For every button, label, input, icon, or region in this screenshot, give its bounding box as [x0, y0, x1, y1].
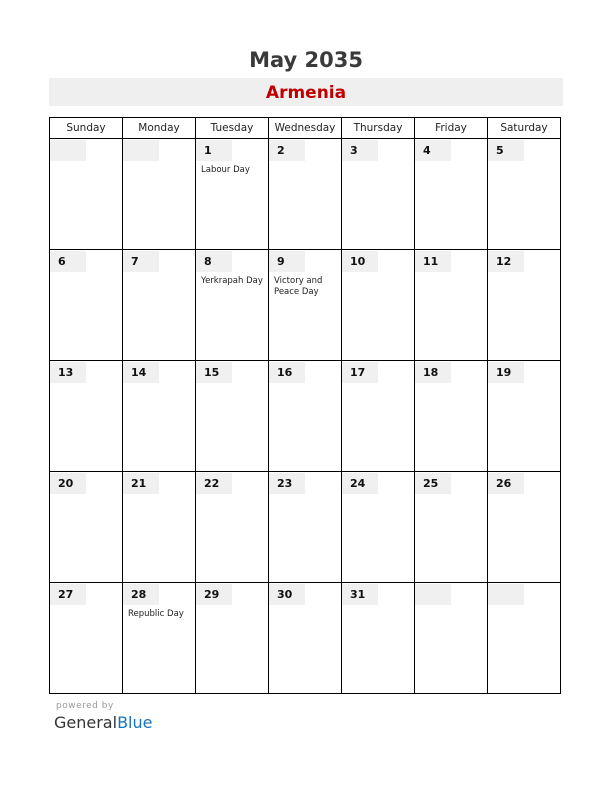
weekday-friday: Friday	[415, 118, 488, 139]
day-number: 20	[50, 473, 86, 494]
weekday-header-row	[50, 118, 561, 139]
day-cell	[415, 250, 488, 361]
day-cell	[342, 139, 415, 250]
day-cell	[196, 472, 269, 583]
country-banner	[49, 78, 563, 106]
day-number: 29	[196, 584, 232, 605]
day-number: 31	[342, 584, 378, 605]
powered-by-label: powered by	[56, 701, 114, 711]
day-cell	[196, 139, 269, 250]
day-number: 22	[196, 473, 232, 494]
empty-day-marker	[415, 584, 451, 605]
day-number: 10	[342, 251, 378, 272]
day-number: 18	[415, 362, 451, 383]
day-number: 19	[488, 362, 524, 383]
day-cell	[415, 583, 488, 694]
day-cell	[269, 139, 342, 250]
day-cell	[196, 361, 269, 472]
day-number: 3	[342, 140, 378, 161]
day-number: 15	[196, 362, 232, 383]
weekday-monday: Monday	[123, 118, 196, 139]
day-cell	[123, 361, 196, 472]
day-cell	[488, 583, 561, 694]
weekday-saturday: Saturday	[488, 118, 561, 139]
day-cell	[123, 583, 196, 694]
empty-day-marker	[123, 140, 159, 161]
day-number: 16	[269, 362, 305, 383]
week-row	[50, 361, 561, 472]
day-cell	[269, 472, 342, 583]
weekday-wednesday: Wednesday	[269, 118, 342, 139]
weekday-sunday: Sunday	[50, 118, 123, 139]
day-cell	[415, 361, 488, 472]
day-cell	[488, 472, 561, 583]
holiday-label: Republic Day	[128, 609, 184, 619]
day-number: 26	[488, 473, 524, 494]
day-cell	[488, 361, 561, 472]
day-cell	[342, 472, 415, 583]
brand-blue: Blue	[117, 713, 153, 732]
day-number: 24	[342, 473, 378, 494]
week-row	[50, 250, 561, 361]
day-cell	[123, 472, 196, 583]
day-number: 25	[415, 473, 451, 494]
day-number: 7	[123, 251, 159, 272]
day-cell	[50, 472, 123, 583]
week-row	[50, 139, 561, 250]
day-cell	[269, 583, 342, 694]
day-number: 28	[123, 584, 159, 605]
day-number: 14	[123, 362, 159, 383]
holiday-label: Victory and Peace Day	[274, 276, 323, 297]
country-name: Armenia	[265, 83, 347, 103]
day-number: 8	[196, 251, 232, 272]
day-cell	[342, 583, 415, 694]
day-cell	[196, 250, 269, 361]
brand-general: General	[54, 713, 118, 732]
day-number: 13	[50, 362, 86, 383]
day-cell	[415, 472, 488, 583]
holiday-label: Labour Day	[201, 165, 250, 175]
day-number: 27	[50, 584, 86, 605]
calendar-title: May 2035	[249, 48, 363, 72]
day-cell	[269, 361, 342, 472]
day-number: 17	[342, 362, 378, 383]
day-cell	[50, 361, 123, 472]
week-row	[50, 472, 561, 583]
empty-day-marker	[488, 584, 524, 605]
generalblue-logo	[54, 713, 152, 732]
holiday-label: Yerkrapah Day	[201, 276, 263, 286]
day-cell	[269, 250, 342, 361]
day-cell	[50, 250, 123, 361]
calendar-grid	[49, 117, 561, 694]
day-cell	[196, 583, 269, 694]
day-number: 12	[488, 251, 524, 272]
day-number: 4	[415, 140, 451, 161]
empty-day-marker	[50, 140, 86, 161]
day-cell	[488, 250, 561, 361]
day-cell	[123, 250, 196, 361]
weekday-tuesday: Tuesday	[196, 118, 269, 139]
day-number: 21	[123, 473, 159, 494]
day-cell	[50, 139, 123, 250]
day-number: 5	[488, 140, 524, 161]
day-number: 2	[269, 140, 305, 161]
day-number: 30	[269, 584, 305, 605]
day-number: 11	[415, 251, 451, 272]
week-row	[50, 583, 561, 694]
day-cell	[488, 139, 561, 250]
day-number: 1	[196, 140, 232, 161]
day-cell	[342, 361, 415, 472]
day-number: 6	[50, 251, 86, 272]
day-cell	[415, 139, 488, 250]
day-cell	[123, 139, 196, 250]
day-number: 23	[269, 473, 305, 494]
weekday-thursday: Thursday	[342, 118, 415, 139]
day-cell	[342, 250, 415, 361]
day-number: 9	[269, 251, 305, 272]
day-cell	[50, 583, 123, 694]
